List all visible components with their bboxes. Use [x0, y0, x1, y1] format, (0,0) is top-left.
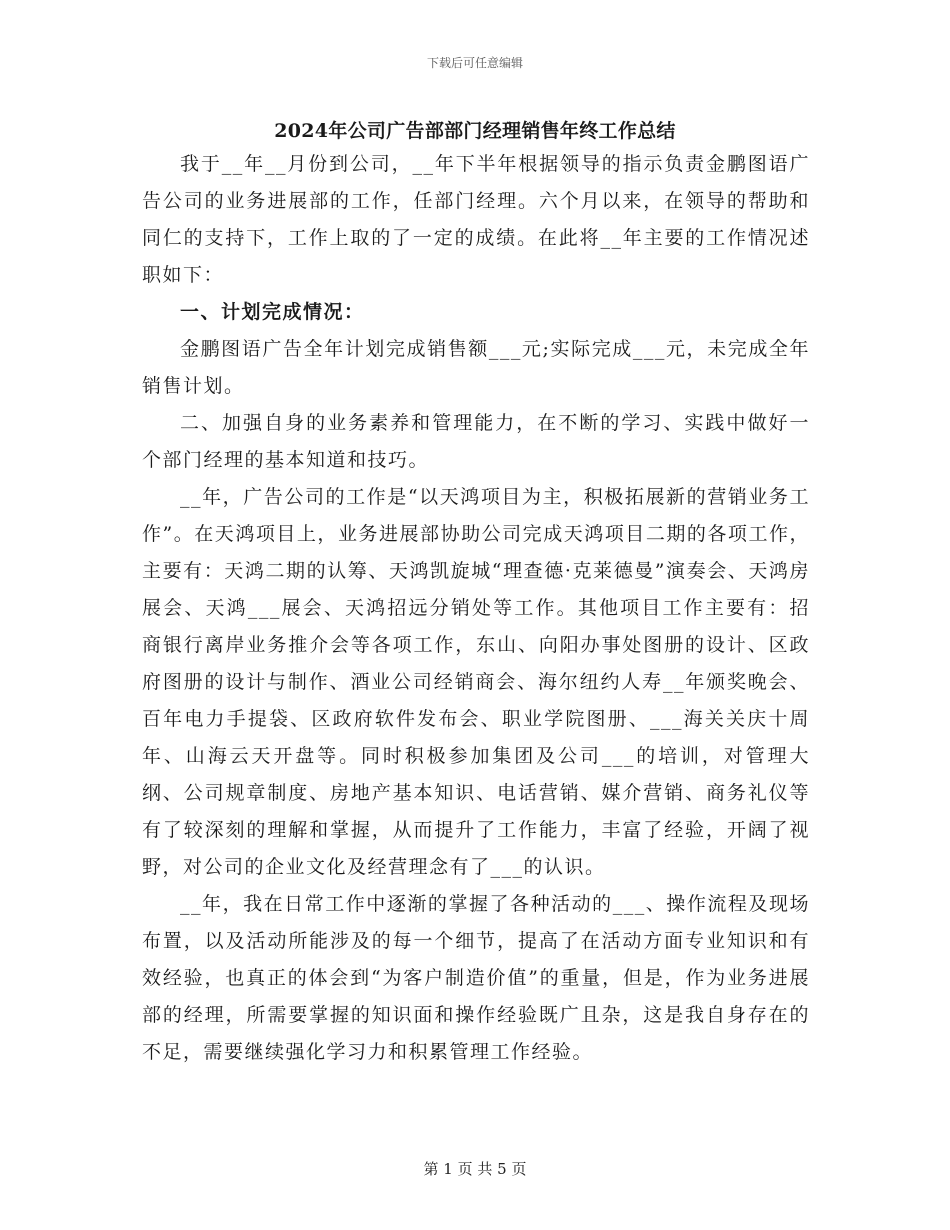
document-title: 2024年公司广告部部门经理销售年终工作总结: [274, 120, 676, 142]
paragraph-intro: 我于__年__月份到公司，__年下半年根据领导的指示负责金鹏图语广告公司的业务进展部的工作，任部门经理。六个月以来，在领导的帮助和同仁的支持下，工作上取的了一定的成绩。在此将__年主要的工作情况述职如下：: [142, 153, 810, 286]
document-body: [142, 146, 810, 1071]
section-heading-plan: 一、计划完成情况：: [180, 301, 365, 323]
paragraph-section-two: 二、加强自身的业务素养和管理能力，在不断的学习、实践中做好一个部门经理的基本知道和技巧。: [142, 412, 810, 471]
paragraph-experience: __年，我在日常工作中逐渐的掌握了各种活动的___、操作流程及现场布置，以及活动所能涉及的每一个细节，提高了在活动方面专业知识和有效经验，也真正的体会到“为客户制造价值”的重量，但是，作为业务进展部的经理，所需要掌握的知识面和操作经验既广且杂，这是我自身存在的不足，需要继续强化学习力和积累管理工作经验。: [142, 893, 810, 1063]
paragraph-projects: __年，广告公司的工作是“以天鸿项目为主，积极拓展新的营销业务工作”。在天鸿项目上，业务进展部协助公司完成天鸿项目二期的各项工作，主要有：天鸿二期的认筹、天鸿凯旋城“理查德·克莱德曼”演奏会、天鸿房展会、天鸿___展会、天鸿招远分销处等工作。其他项目工作主要有：招商银行离岸业务推介会等各项工作，东山、向阳办事处图册的设计、区政府图册的设计与制作、酒业公司经销商会、海尔纽约人寿__年颁奖晚会、百年电力手提袋、区政府软件发布会、职业学院图册、___海关关庆十周年、山海云天开盘等。同时积极参加集团及公司___的培训，对管理大纲、公司规章制度、房地产基本知识、电话营销、媒介营销、商务礼仪等有了较深刻的理解和掌握，从而提升了工作能力，丰富了经验，开阔了视野，对公司的企业文化及经营理念有了___的认识。: [142, 486, 810, 878]
page-footer: 第 1 页 共 5 页: [423, 1160, 527, 1178]
paragraph-sales-plan: 金鹏图语广告全年计划完成销售额___元;实际完成___元，未完成全年销售计划。: [142, 338, 810, 397]
header-note: 下载后可任意编辑: [426, 56, 523, 70]
